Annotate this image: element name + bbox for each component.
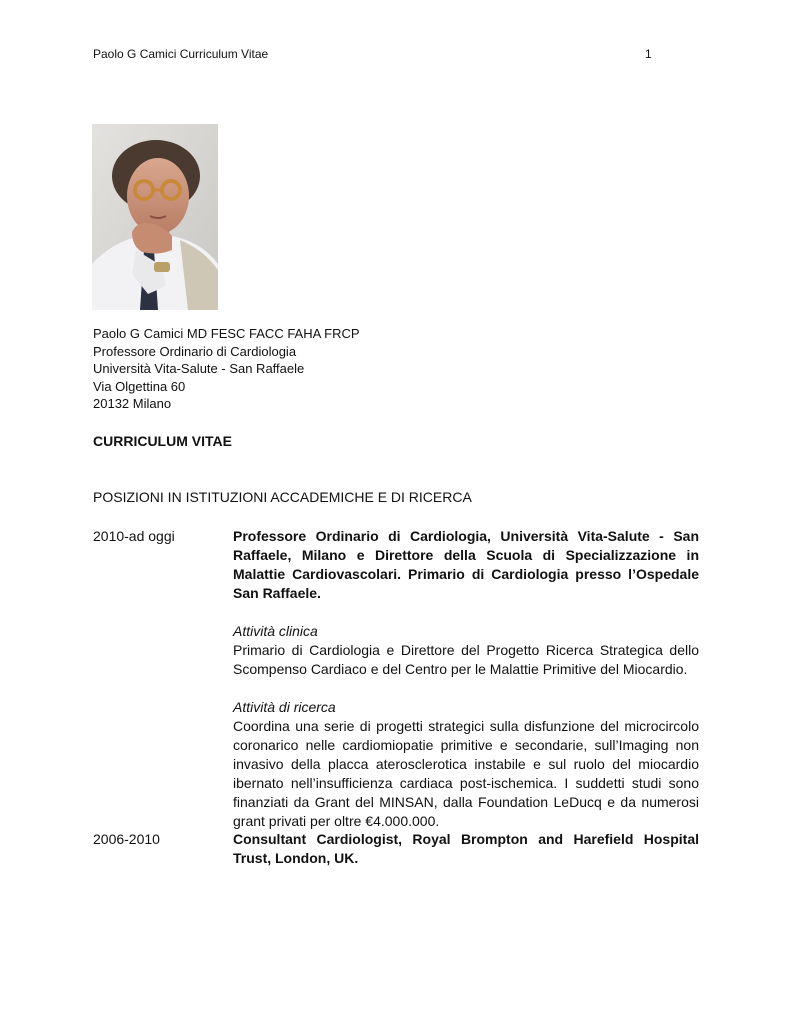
research-text: Coordina una serie di progetti strategici sulla disfunzione del microcircolo coronarico nelle cardiomiopatie primitive e secondarie, sull’Imaging non invasivo della placca aterosclerotica instabile e sul ruolo del miocardio ibernato nell’insufficienza cardiaca post-ischemica. I suddetti studi sono finanziati da Grant del MINSAN, dalla Foundation LeDucq e da numerosi grant privati per oltre €4.000.000. (233, 718, 699, 829)
research-heading: Attività di ricerca (233, 699, 336, 715)
address-street: Via Olgettina 60 (93, 378, 186, 394)
entry-body (233, 527, 699, 831)
entry-body (233, 830, 699, 868)
entry-title: Consultant Cardiologist, Royal Brompton and Harefield Hospital Trust, London, UK. (233, 831, 699, 866)
person-university: Università Vita-Salute - San Raffaele (93, 361, 305, 376)
entry-date: 2010-ad oggi (93, 528, 175, 544)
address-city: 20132 Milano (93, 396, 172, 411)
portrait-icon (92, 124, 218, 310)
section-title: POSIZIONI IN ISTITUZIONI ACCADEMICHE E DI RICERCA (93, 489, 472, 505)
cv-title: CURRICULUM VITAE (93, 433, 232, 449)
portrait-photo (92, 124, 218, 310)
entry-title: Professore Ordinario di Cardiologia, Università Vita-Salute - San Raffaele, Milano e Direttore della Scuola di Specializzazione in Malattie Cardiovascolari. Primario di Cardiologia presso l’Ospedale San Raffaele. (233, 528, 699, 601)
person-name: Paolo G Camici MD FESC FACC FAHA FRCP (93, 326, 360, 341)
clinical-heading: Attività clinica (233, 623, 318, 639)
contact-block (93, 325, 360, 413)
page-number: 1 (645, 47, 652, 61)
person-position: Professore Ordinario di Cardiologia (93, 343, 297, 359)
entry-date: 2006-2010 (93, 831, 160, 847)
clinical-text: Primario di Cardiologia e Direttore del Progetto Ricerca Strategica dello Scompenso Cardiaco e del Centro per le Malattie Primitive del Miocardio. (233, 642, 699, 677)
running-header-title: Paolo G Camici Curriculum Vitae (93, 47, 269, 61)
